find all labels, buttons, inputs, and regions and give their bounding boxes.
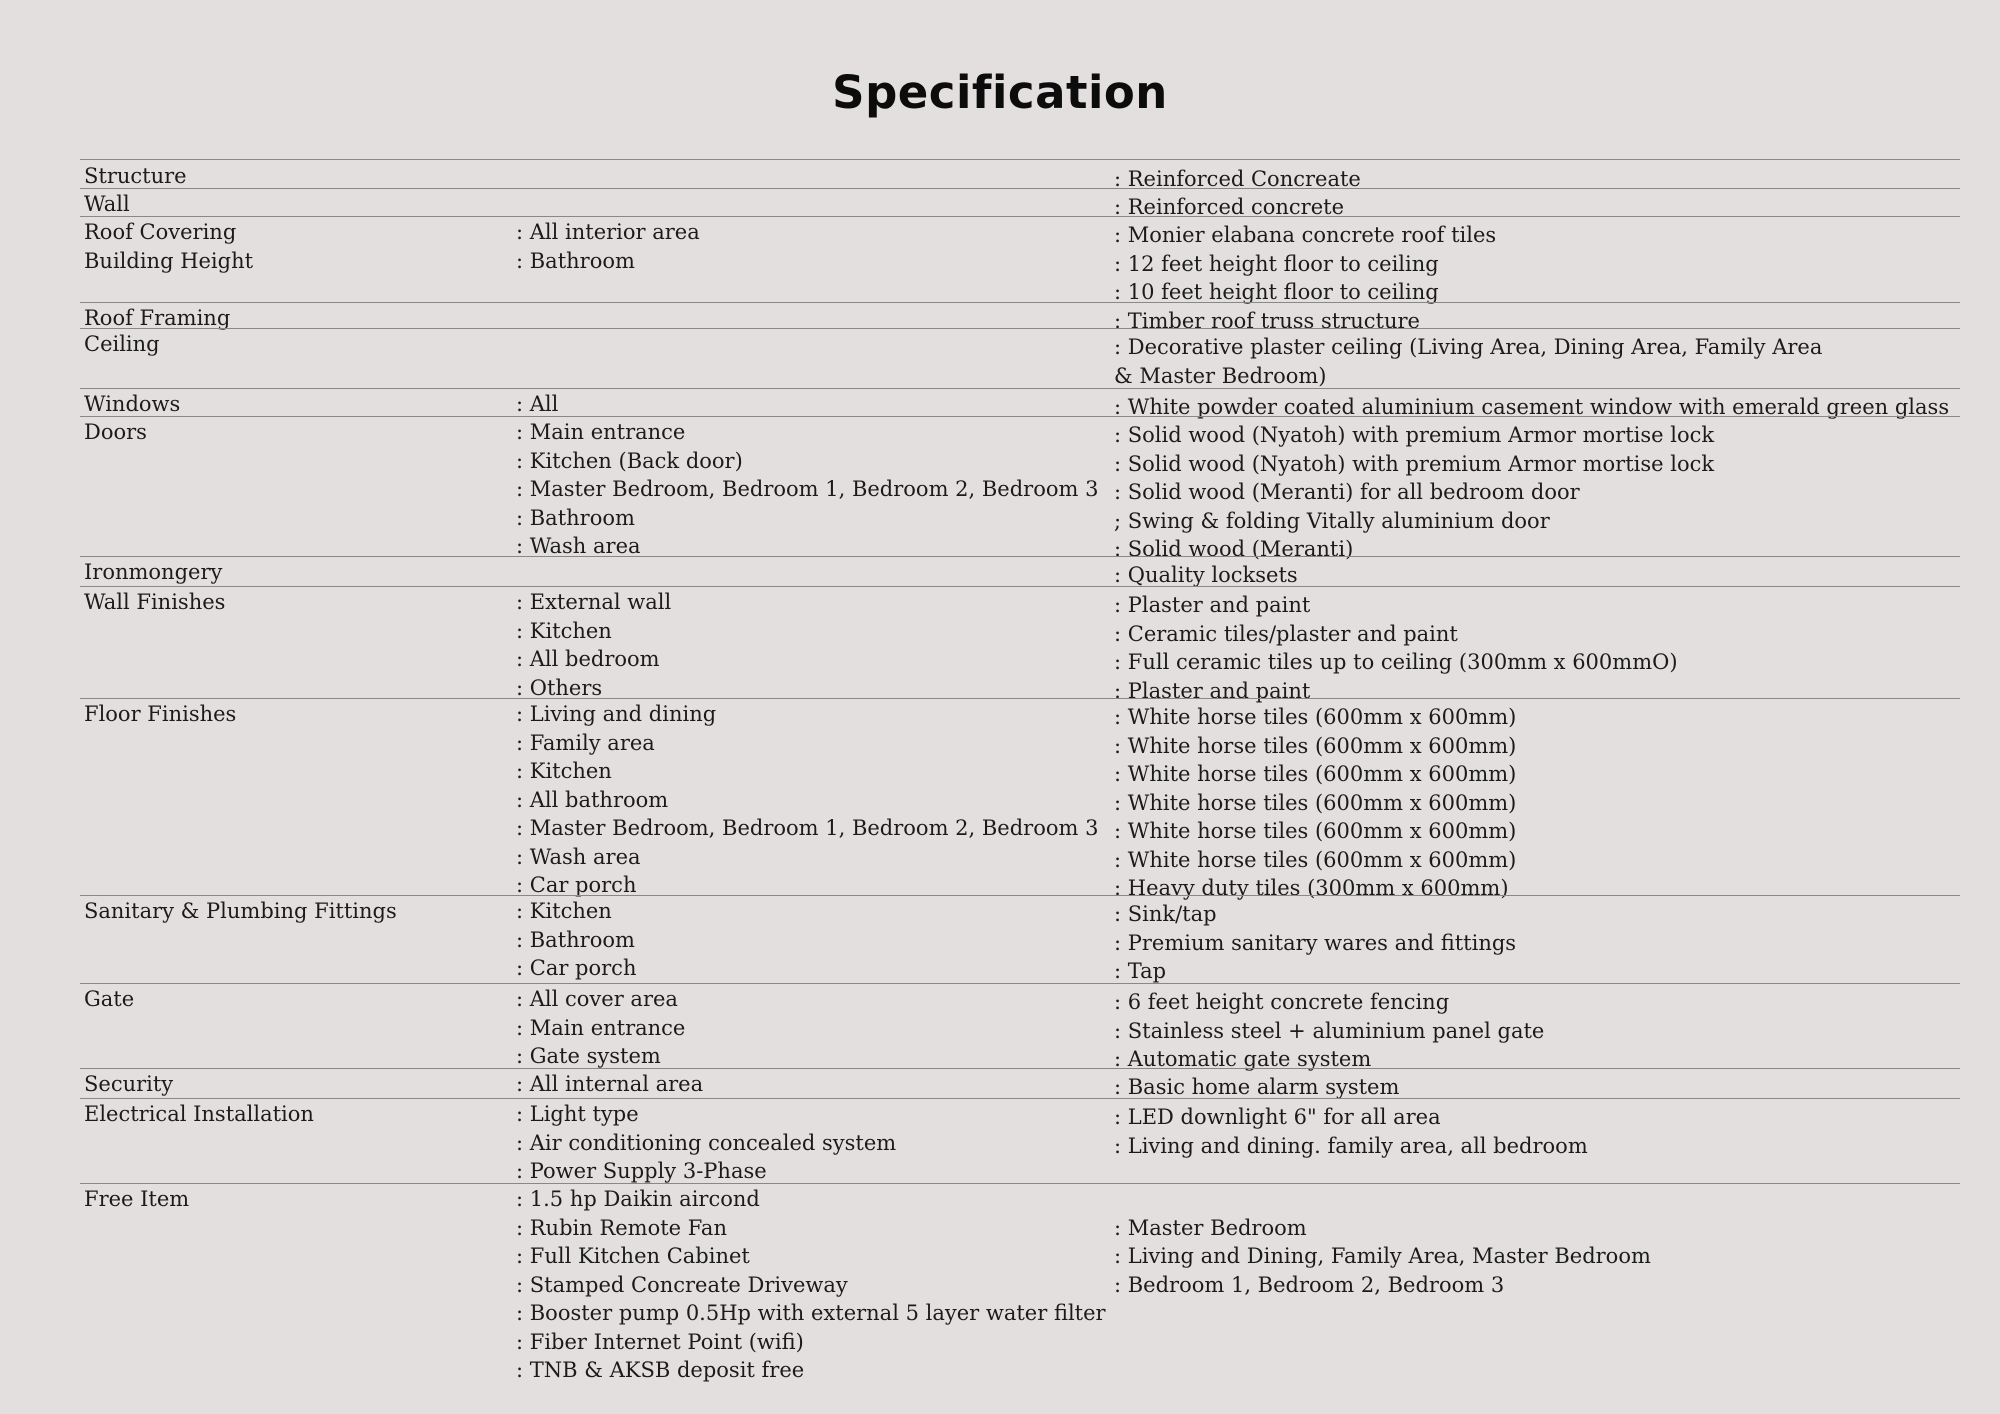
area-line: : Rubin Remote Fan xyxy=(516,1215,727,1240)
item-areas xyxy=(516,985,685,1071)
area-line: : Others xyxy=(516,675,603,700)
spec-line: : Plaster and paint xyxy=(1114,678,1311,703)
item-label xyxy=(84,588,225,617)
area-line: : External wall xyxy=(516,590,672,614)
item-label-text: Free Item xyxy=(84,1187,190,1211)
area-line: : Master Bedroom, Bedroom 1, Bedroom 2, Bedroom 3 xyxy=(516,477,1099,501)
item-label xyxy=(84,700,236,729)
area-line: : Bathroom xyxy=(516,248,635,273)
item-areas xyxy=(516,1070,703,1099)
area-line: : All bedroom xyxy=(516,647,660,671)
spec-line: : Solid wood (Meranti) xyxy=(1114,537,1354,561)
item-specs xyxy=(1114,591,1678,705)
section-divider xyxy=(80,895,1960,896)
spec-line: : Solid wood (Meranti) for all bedroom door xyxy=(1114,480,1580,504)
spec-line: : Master Bedroom xyxy=(1114,1215,1307,1240)
area-line: : TNB & AKSB deposit free xyxy=(516,1358,805,1382)
item-label xyxy=(84,1070,173,1099)
spec-line: : LED downlight 6" for all area xyxy=(1114,1105,1441,1129)
item-specs xyxy=(1114,421,1714,564)
item-areas xyxy=(516,1185,1106,1385)
section-divider xyxy=(80,328,1960,329)
item-areas xyxy=(516,700,1098,900)
item-areas xyxy=(516,1100,896,1186)
item-areas xyxy=(516,418,1098,561)
spec-line: : Heavy duty tiles (300mm x 600mm) xyxy=(1114,876,1509,900)
area-line: : All xyxy=(516,392,559,416)
item-label-text: Windows xyxy=(84,392,181,416)
item-label-text: Structure xyxy=(84,164,187,188)
area-line: : Main entrance xyxy=(516,420,686,444)
area-line: : Wash area xyxy=(516,534,641,558)
spec-line: : White horse tiles (600mm x 600mm) xyxy=(1114,705,1517,729)
item-specs xyxy=(1114,900,1516,986)
area-line: : All cover area xyxy=(516,987,678,1011)
spec-line: : Quality locksets xyxy=(1114,563,1298,587)
area-line: : Master Bedroom, Bedroom 1, Bedroom 2, Bedroom 3 xyxy=(516,816,1099,840)
section-divider xyxy=(80,302,1960,303)
item-label-text: Roof Framing xyxy=(84,306,231,330)
item-specs xyxy=(1114,333,1822,390)
section-divider xyxy=(80,1183,1960,1184)
item-label-text: Sanitary & Plumbing Fittings xyxy=(84,899,397,923)
area-line: : All bathroom xyxy=(516,787,669,812)
spec-line: : Full ceramic tiles up to ceiling (300mm x 600mmO) xyxy=(1114,650,1678,674)
item-label xyxy=(84,390,180,419)
item-specs xyxy=(1114,221,1496,307)
spec-line: : Living and Dining, Family Area, Master Bedroom xyxy=(1114,1244,1651,1268)
spec-line: : 12 feet height floor to ceiling xyxy=(1114,251,1439,276)
area-line: : Light type xyxy=(516,1102,639,1126)
section-divider xyxy=(80,188,1960,189)
area-line: : Kitchen xyxy=(516,618,612,643)
spec-line: : Sink/tap xyxy=(1114,902,1217,926)
item-specs xyxy=(1114,988,1544,1074)
item-label xyxy=(84,190,130,219)
item-label-text: Roof Covering xyxy=(84,220,237,244)
section-divider xyxy=(80,416,1960,417)
item-label-text: Gate xyxy=(84,987,135,1011)
spec-line: : Monier elabana concrete roof tiles xyxy=(1114,223,1497,247)
item-label xyxy=(84,218,253,275)
area-line: : Car porch xyxy=(516,956,637,980)
spec-line: : Stainless steel + aluminium panel gate xyxy=(1114,1018,1545,1043)
item-label xyxy=(84,330,160,359)
spec-line: : Premium sanitary wares and fittings xyxy=(1114,930,1517,955)
area-line: : Kitchen xyxy=(516,899,612,923)
item-label-text: Building Height xyxy=(84,248,254,273)
area-line: : Wash area xyxy=(516,844,641,869)
section-divider xyxy=(80,698,1960,699)
spec-line: : Decorative plaster ceiling (Living Area, Dining Area, Family Area xyxy=(1114,335,1823,359)
spec-line: : Solid wood (Nyatoh) with premium Armor mortise lock xyxy=(1114,451,1715,476)
area-line: : 1.5 hp Daikin aircond xyxy=(516,1187,760,1211)
item-label xyxy=(84,897,397,926)
item-areas xyxy=(516,588,671,702)
spec-line: ; Swing & folding Vitally aluminium door xyxy=(1114,508,1550,533)
area-line: : Kitchen (Back door) xyxy=(516,448,743,473)
area-line: : All internal area xyxy=(516,1072,704,1096)
item-label-text: Security xyxy=(84,1072,174,1096)
page-title: Specification xyxy=(832,66,1168,119)
area-line: : Full Kitchen Cabinet xyxy=(516,1244,750,1268)
spec-line: : Plaster and paint xyxy=(1114,593,1311,617)
area-line: : Bathroom xyxy=(516,505,635,530)
spec-line: & Master Bedroom) xyxy=(1114,363,1327,388)
item-specs xyxy=(1114,193,1344,222)
spec-line xyxy=(1114,1185,1651,1214)
item-label xyxy=(84,985,134,1014)
item-label xyxy=(84,1185,189,1214)
item-label xyxy=(84,162,187,191)
section-divider xyxy=(80,586,1960,587)
item-label xyxy=(84,558,222,587)
area-line: : Gate system xyxy=(516,1044,661,1068)
spec-line: : Basic home alarm system xyxy=(1114,1075,1400,1099)
spec-line: : White horse tiles (600mm x 600mm) xyxy=(1114,819,1517,843)
spec-line: : White horse tiles (600mm x 600mm) xyxy=(1114,762,1517,786)
area-line: : Bathroom xyxy=(516,927,635,952)
spec-line: : Reinforced Concreate xyxy=(1114,167,1361,191)
section-divider xyxy=(80,983,1960,984)
spec-line: : Living and dining. family area, all bedroom xyxy=(1114,1133,1588,1158)
area-line: : Main entrance xyxy=(516,1015,686,1040)
spec-line: : Tap xyxy=(1114,959,1167,983)
section-divider xyxy=(80,1068,1960,1069)
item-label-text: Doors xyxy=(84,420,147,444)
area-line: : Air conditioning concealed system xyxy=(516,1130,897,1155)
spec-line: : Ceramic tiles/plaster and paint xyxy=(1114,621,1458,646)
section-divider xyxy=(80,388,1960,389)
area-line: : Family area xyxy=(516,730,655,755)
item-specs xyxy=(1114,703,1516,903)
spec-line: : White horse tiles (600mm x 600mm) xyxy=(1114,733,1517,758)
item-specs xyxy=(1114,1185,1651,1299)
spec-line: : 6 feet height concrete fencing xyxy=(1114,990,1450,1014)
spec-line: : White powder coated aluminium casement window with emerald green glass xyxy=(1114,395,1950,419)
spec-line: : Solid wood (Nyatoh) with premium Armor mortise lock xyxy=(1114,423,1715,447)
item-label-text: Electrical Installation xyxy=(84,1102,314,1126)
item-label-text: Floor Finishes xyxy=(84,702,237,726)
spec-line: : White horse tiles (600mm x 600mm) xyxy=(1114,790,1517,815)
item-specs xyxy=(1114,393,1949,422)
spec-line: : 10 feet height floor to ceiling xyxy=(1114,280,1439,304)
area-line: : Living and dining xyxy=(516,702,717,726)
item-areas xyxy=(516,390,558,419)
area-line: : Fiber Internet Point (wifi) xyxy=(516,1329,804,1354)
area-line: : All interior area xyxy=(516,220,700,244)
item-label-text: Ironmongery xyxy=(84,560,223,584)
spec-line: : Timber roof truss structure xyxy=(1114,309,1420,333)
section-divider xyxy=(80,216,1960,217)
item-label-text: Wall Finishes xyxy=(84,590,226,614)
item-label-text: Ceiling xyxy=(84,332,160,356)
area-line: : Stamped Concreate Driveway xyxy=(516,1272,848,1297)
area-line: : Power Supply 3-Phase xyxy=(516,1159,767,1183)
item-areas xyxy=(516,897,636,983)
area-line: : Kitchen xyxy=(516,759,612,783)
item-label xyxy=(84,1100,314,1129)
section-divider xyxy=(80,556,1960,557)
spec-line: : Reinforced concrete xyxy=(1114,195,1345,219)
item-specs xyxy=(1114,165,1361,194)
section-divider xyxy=(80,1098,1960,1099)
item-areas xyxy=(516,218,700,275)
spec-line: : White horse tiles (600mm x 600mm) xyxy=(1114,847,1517,872)
area-line: : Car porch xyxy=(516,873,637,897)
item-specs xyxy=(1114,1103,1588,1160)
item-label xyxy=(84,418,147,447)
spec-line: : Automatic gate system xyxy=(1114,1047,1372,1071)
section-divider xyxy=(80,159,1960,160)
area-line: : Booster pump 0.5Hp with external 5 layer water filter xyxy=(516,1301,1106,1325)
item-label-text: Wall xyxy=(84,192,130,216)
item-specs xyxy=(1114,307,1420,336)
spec-line: : Bedroom 1, Bedroom 2, Bedroom 3 xyxy=(1114,1272,1505,1297)
